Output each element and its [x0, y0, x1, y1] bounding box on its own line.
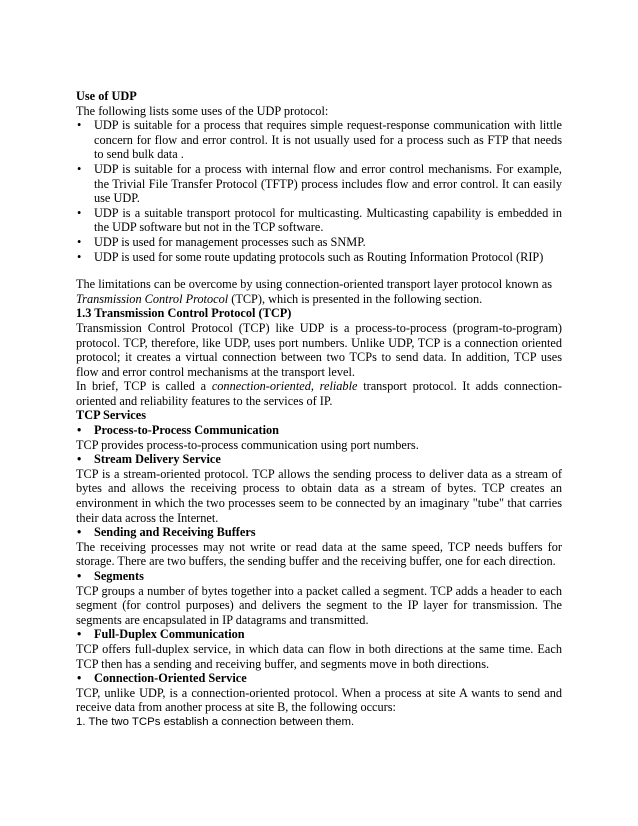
service-title: Process-to-Process Communication — [94, 423, 279, 438]
bullet-icon: • — [77, 627, 82, 642]
udp-uses-intro: The following lists some uses of the UDP protocol: — [76, 103, 329, 118]
list-item-text: UDP is used for some route updating protocols such as Routing Information Protocol (RIP) — [94, 249, 544, 264]
service-title: Connection-Oriented Service — [94, 671, 247, 686]
list-item — [76, 627, 562, 642]
limitations-text-end: (TCP), which is presented in the following section. — [228, 291, 483, 306]
list-item — [76, 206, 562, 235]
tcp-service-title — [76, 423, 562, 438]
service-title: Full-Duplex Communication — [94, 627, 245, 642]
service-body: TCP offers full-duplex service, in which data can flow in both directions at the same time. Each TCP then has a sending and receiving buffer, and segments move in both directions. — [76, 641, 562, 671]
limitations-italic-term: Transmission Control Protocol — [76, 291, 229, 306]
bullet-icon: • — [77, 118, 82, 133]
service-body: TCP groups a number of bytes together into a packet called a segment. TCP adds a header to each segment (for control purposes) and delivers the segment to the IP layer for transmission. The segments are encapsulated in IP datagrams and transmitted. — [76, 583, 562, 627]
tcp-service-title — [76, 525, 562, 540]
tcp-paragraph-2 — [76, 379, 562, 408]
list-item — [76, 250, 562, 265]
tcp-service-title — [76, 452, 562, 467]
document-content — [76, 89, 562, 730]
list-item — [76, 423, 562, 438]
list-item — [76, 671, 562, 686]
section-heading-tcp-services: TCP Services — [76, 408, 147, 423]
numbered-step-1: 1. The two TCPs establish a connection between them. — [76, 715, 355, 728]
bullet-icon: • — [77, 205, 82, 220]
tcp-paragraph-1: Transmission Control Protocol (TCP) like UDP is a process-to-process (program-to-program) protocol. TCP, therefore, like UDP, uses port numbers. Unlike UDP, TCP is a connection oriented protocol; it creates a virtual connection between two TCPs to send data. In addition, TCP uses flow and error control mechanisms at the transport level. — [76, 320, 562, 379]
limitations-text: The limitations can be overcome by using connection-oriented transport layer protocol known as — [76, 277, 553, 292]
list-item-text: UDP is suitable for a process that requires simple request-response communication with little concern for flow and error control. It is not usually used for a process such as FTP that needs to send bulk data . — [94, 118, 562, 162]
list-item — [76, 452, 562, 467]
udp-uses-list — [76, 118, 562, 264]
list-item — [76, 118, 562, 162]
section-heading-use-of-udp: Use of UDP — [76, 89, 137, 103]
bullet-icon: • — [77, 569, 82, 583]
list-item — [76, 162, 562, 206]
bullet-icon: • — [77, 234, 82, 249]
list-item-text: UDP is used for management processes such as SNMP. — [94, 234, 366, 249]
bullet-icon: • — [77, 249, 82, 264]
limitations-paragraph — [76, 277, 562, 306]
list-item — [76, 235, 562, 250]
list-item-text: UDP is suitable for a process with internal flow and error control mechanisms. For example, the Trivial File Transfer Protocol (TFTP) process includes flow and error control. It can easily use UDP. — [94, 161, 562, 206]
tcp-service-title — [76, 671, 562, 686]
paragraph-gap — [76, 264, 562, 277]
service-title: Sending and Receiving Buffers — [94, 525, 256, 540]
bullet-icon: • — [77, 452, 82, 467]
list-item — [76, 525, 562, 540]
service-title: Segments — [94, 569, 144, 583]
tcp-para2-italic-term: connection-oriented, reliable — [211, 379, 358, 394]
bullet-icon: • — [77, 161, 82, 176]
tcp-service-title — [76, 569, 562, 584]
bullet-icon: • — [77, 671, 82, 686]
list-item-text: UDP is a suitable transport protocol for multicasting. Multicasting capability is embedded in the UDP software but not in the TCP software. — [94, 205, 562, 235]
bullet-icon: • — [77, 525, 82, 540]
section-heading-tcp: 1.3 Transmission Control Protocol (TCP) — [76, 306, 292, 321]
service-body: TCP, unlike UDP, is a connection-oriented protocol. When a process at site A wants to send and receive data from another process at site B, the following occurs: — [76, 685, 562, 715]
list-item — [76, 569, 562, 584]
tcp-service-title — [76, 627, 562, 642]
service-body: TCP provides process-to-process communication using port numbers. — [76, 437, 419, 452]
service-title: Stream Delivery Service — [94, 452, 221, 467]
service-body: The receiving processes may not write or read data at the same speed, TCP needs buffers for storage. There are two buffers, the sending buffer and the receiving buffer, one for each direction. — [76, 539, 562, 569]
tcp-para2-text: In brief, TCP is called a — [76, 379, 212, 394]
bullet-icon: • — [77, 423, 82, 438]
tcp-para2-text-end: transport protocol. It adds connection-oriented and reliability features to the services of IP. — [76, 379, 562, 408]
service-body: TCP is a stream-oriented protocol. TCP allows the sending process to deliver data as a stream of bytes and allows the receiving process to obtain data as a stream of bytes. TCP creates an environment in which the two processes seem to be connected by an imaginary "tube" that carries their data across the Internet. — [76, 466, 562, 525]
